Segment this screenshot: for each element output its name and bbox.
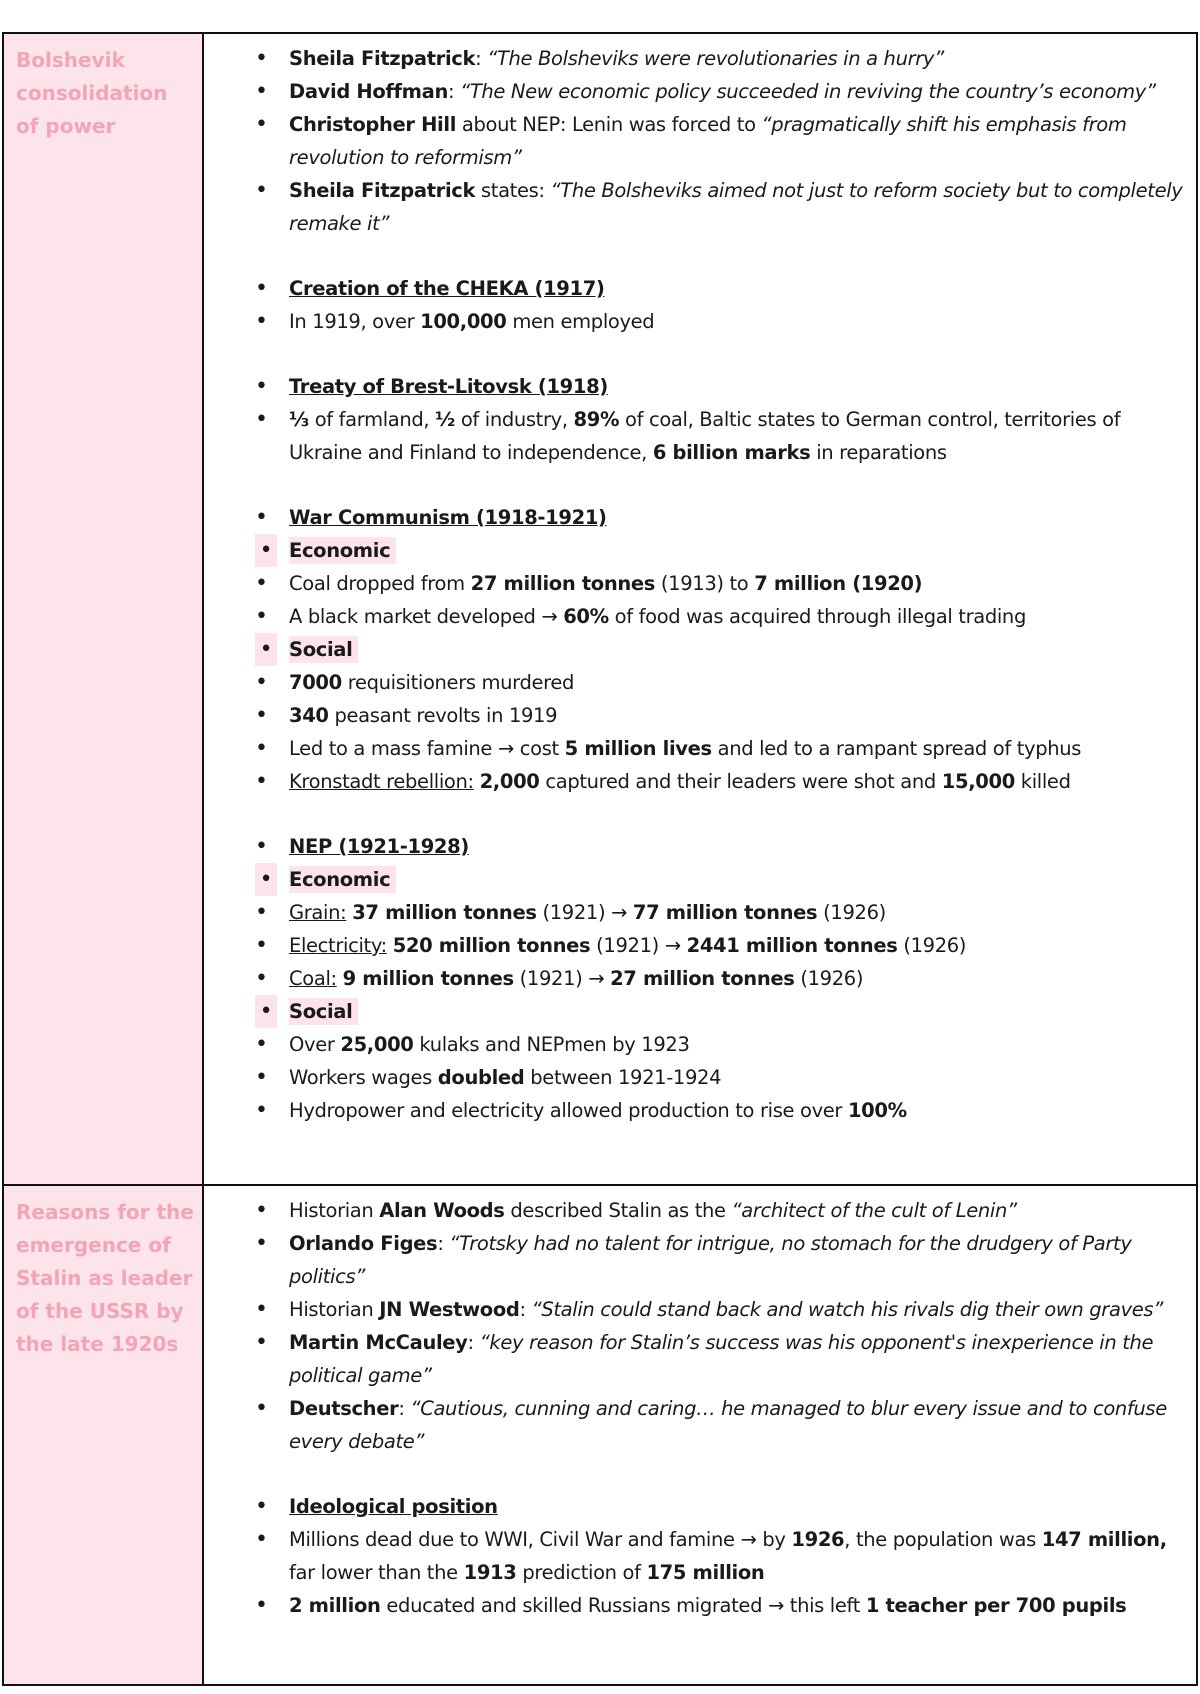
list-item: • 340 peasant revolts in 1919 bbox=[204, 699, 1184, 732]
list-item: • Deutscher: “Cautious, cunning and caring… he managed to blur every issue and to confuse every debate” bbox=[204, 1392, 1184, 1458]
content-cell bbox=[203, 1185, 1197, 1685]
list-item: • Workers wages doubled between 1921-1924 bbox=[204, 1061, 1184, 1094]
section-heading: • Creation of the CHEKA (1917) bbox=[204, 272, 1184, 305]
list-item: • Orlando Figes: “Trotsky had no talent for intrigue, no stomach for the drudgery of Party politics” bbox=[204, 1227, 1184, 1293]
subheading-social: • Social bbox=[204, 995, 1184, 1028]
topic-title: Reasons for the emergence of Stalin as leader of the USSR by the late 1920s bbox=[16, 1200, 194, 1356]
list-item: • Coal: 9 million tonnes (1921) → 27 million tonnes (1926) bbox=[204, 962, 1184, 995]
list-item: • Historian JN Westwood: “Stalin could stand back and watch his rivals dig their own graves” bbox=[204, 1293, 1184, 1326]
list-item: • Sheila Fitzpatrick: “The Bolsheviks were revolutionaries in a hurry” bbox=[204, 42, 1184, 75]
topic-cell bbox=[3, 33, 203, 1185]
list-item: • Hydropower and electricity allowed production to rise over 100% bbox=[204, 1094, 1184, 1127]
section-heading: • Ideological position bbox=[204, 1490, 1184, 1523]
list-item: • Led to a mass famine → cost 5 million lives and led to a rampant spread of typhus bbox=[204, 732, 1184, 765]
list-item: • Kronstadt rebellion: 2,000 captured and their leaders were shot and 15,000 killed bbox=[204, 765, 1184, 798]
list-item: • Electricity: 520 million tonnes (1921) → 2441 million tonnes (1926) bbox=[204, 929, 1184, 962]
section-heading: • Treaty of Brest-Litovsk (1918) bbox=[204, 370, 1184, 403]
subheading-economic: • Economic bbox=[204, 863, 1184, 896]
section-heading: • NEP (1921-1928) bbox=[204, 830, 1184, 863]
table-row bbox=[3, 33, 1197, 1185]
list-item: • Over 25,000 kulaks and NEPmen by 1923 bbox=[204, 1028, 1184, 1061]
list-item: • Coal dropped from 27 million tonnes (1913) to 7 million (1920) bbox=[204, 567, 1184, 600]
list-item: • Millions dead due to WWI, Civil War and famine → by 1926, the population was 147 million, far lower than the 1913 prediction of 175 million bbox=[204, 1523, 1184, 1589]
list-item: • A black market developed → 60% of food was acquired through illegal trading bbox=[204, 600, 1184, 633]
content-cell bbox=[203, 33, 1197, 1185]
subheading-social: • Social bbox=[204, 633, 1184, 666]
list-item: • Grain: 37 million tonnes (1921) → 77 million tonnes (1926) bbox=[204, 896, 1184, 929]
bullet-list bbox=[204, 1186, 1196, 1622]
bullet-list bbox=[204, 34, 1196, 1127]
list-item: • Christopher Hill about NEP: Lenin was forced to “pragmatically shift his emphasis from revolution to reformism” bbox=[204, 108, 1184, 174]
list-item: • Sheila Fitzpatrick states: “The Bolsheviks aimed not just to reform society but to completely remake it” bbox=[204, 174, 1184, 240]
list-item: • In 1919, over 100,000 men employed bbox=[204, 305, 1184, 338]
topic-cell bbox=[3, 1185, 203, 1685]
list-item: • David Hoffman: “The New economic policy succeeded in reviving the country’s economy” bbox=[204, 75, 1184, 108]
list-item: • Martin McCauley: “key reason for Stalin’s success was his opponent's inexperience in the political game” bbox=[204, 1326, 1184, 1392]
topic-title: Bolshevik consolidation of power bbox=[16, 48, 168, 138]
subheading-economic: • Economic bbox=[204, 534, 1184, 567]
table-row bbox=[3, 1185, 1197, 1685]
list-item: • 2 million educated and skilled Russians migrated → this left 1 teacher per 700 pupils bbox=[204, 1589, 1184, 1622]
list-item: • ⅓ of farmland, ½ of industry, 89% of coal, Baltic states to German control, territories of Ukraine and Finland to independence, 6 billion marks in reparations bbox=[204, 403, 1184, 469]
revision-notes-table bbox=[2, 32, 1198, 1686]
list-item: • Historian Alan Woods described Stalin as the “architect of the cult of Lenin” bbox=[204, 1194, 1184, 1227]
section-heading: • War Communism (1918-1921) bbox=[204, 501, 1184, 534]
list-item: • 7000 requisitioners murdered bbox=[204, 666, 1184, 699]
